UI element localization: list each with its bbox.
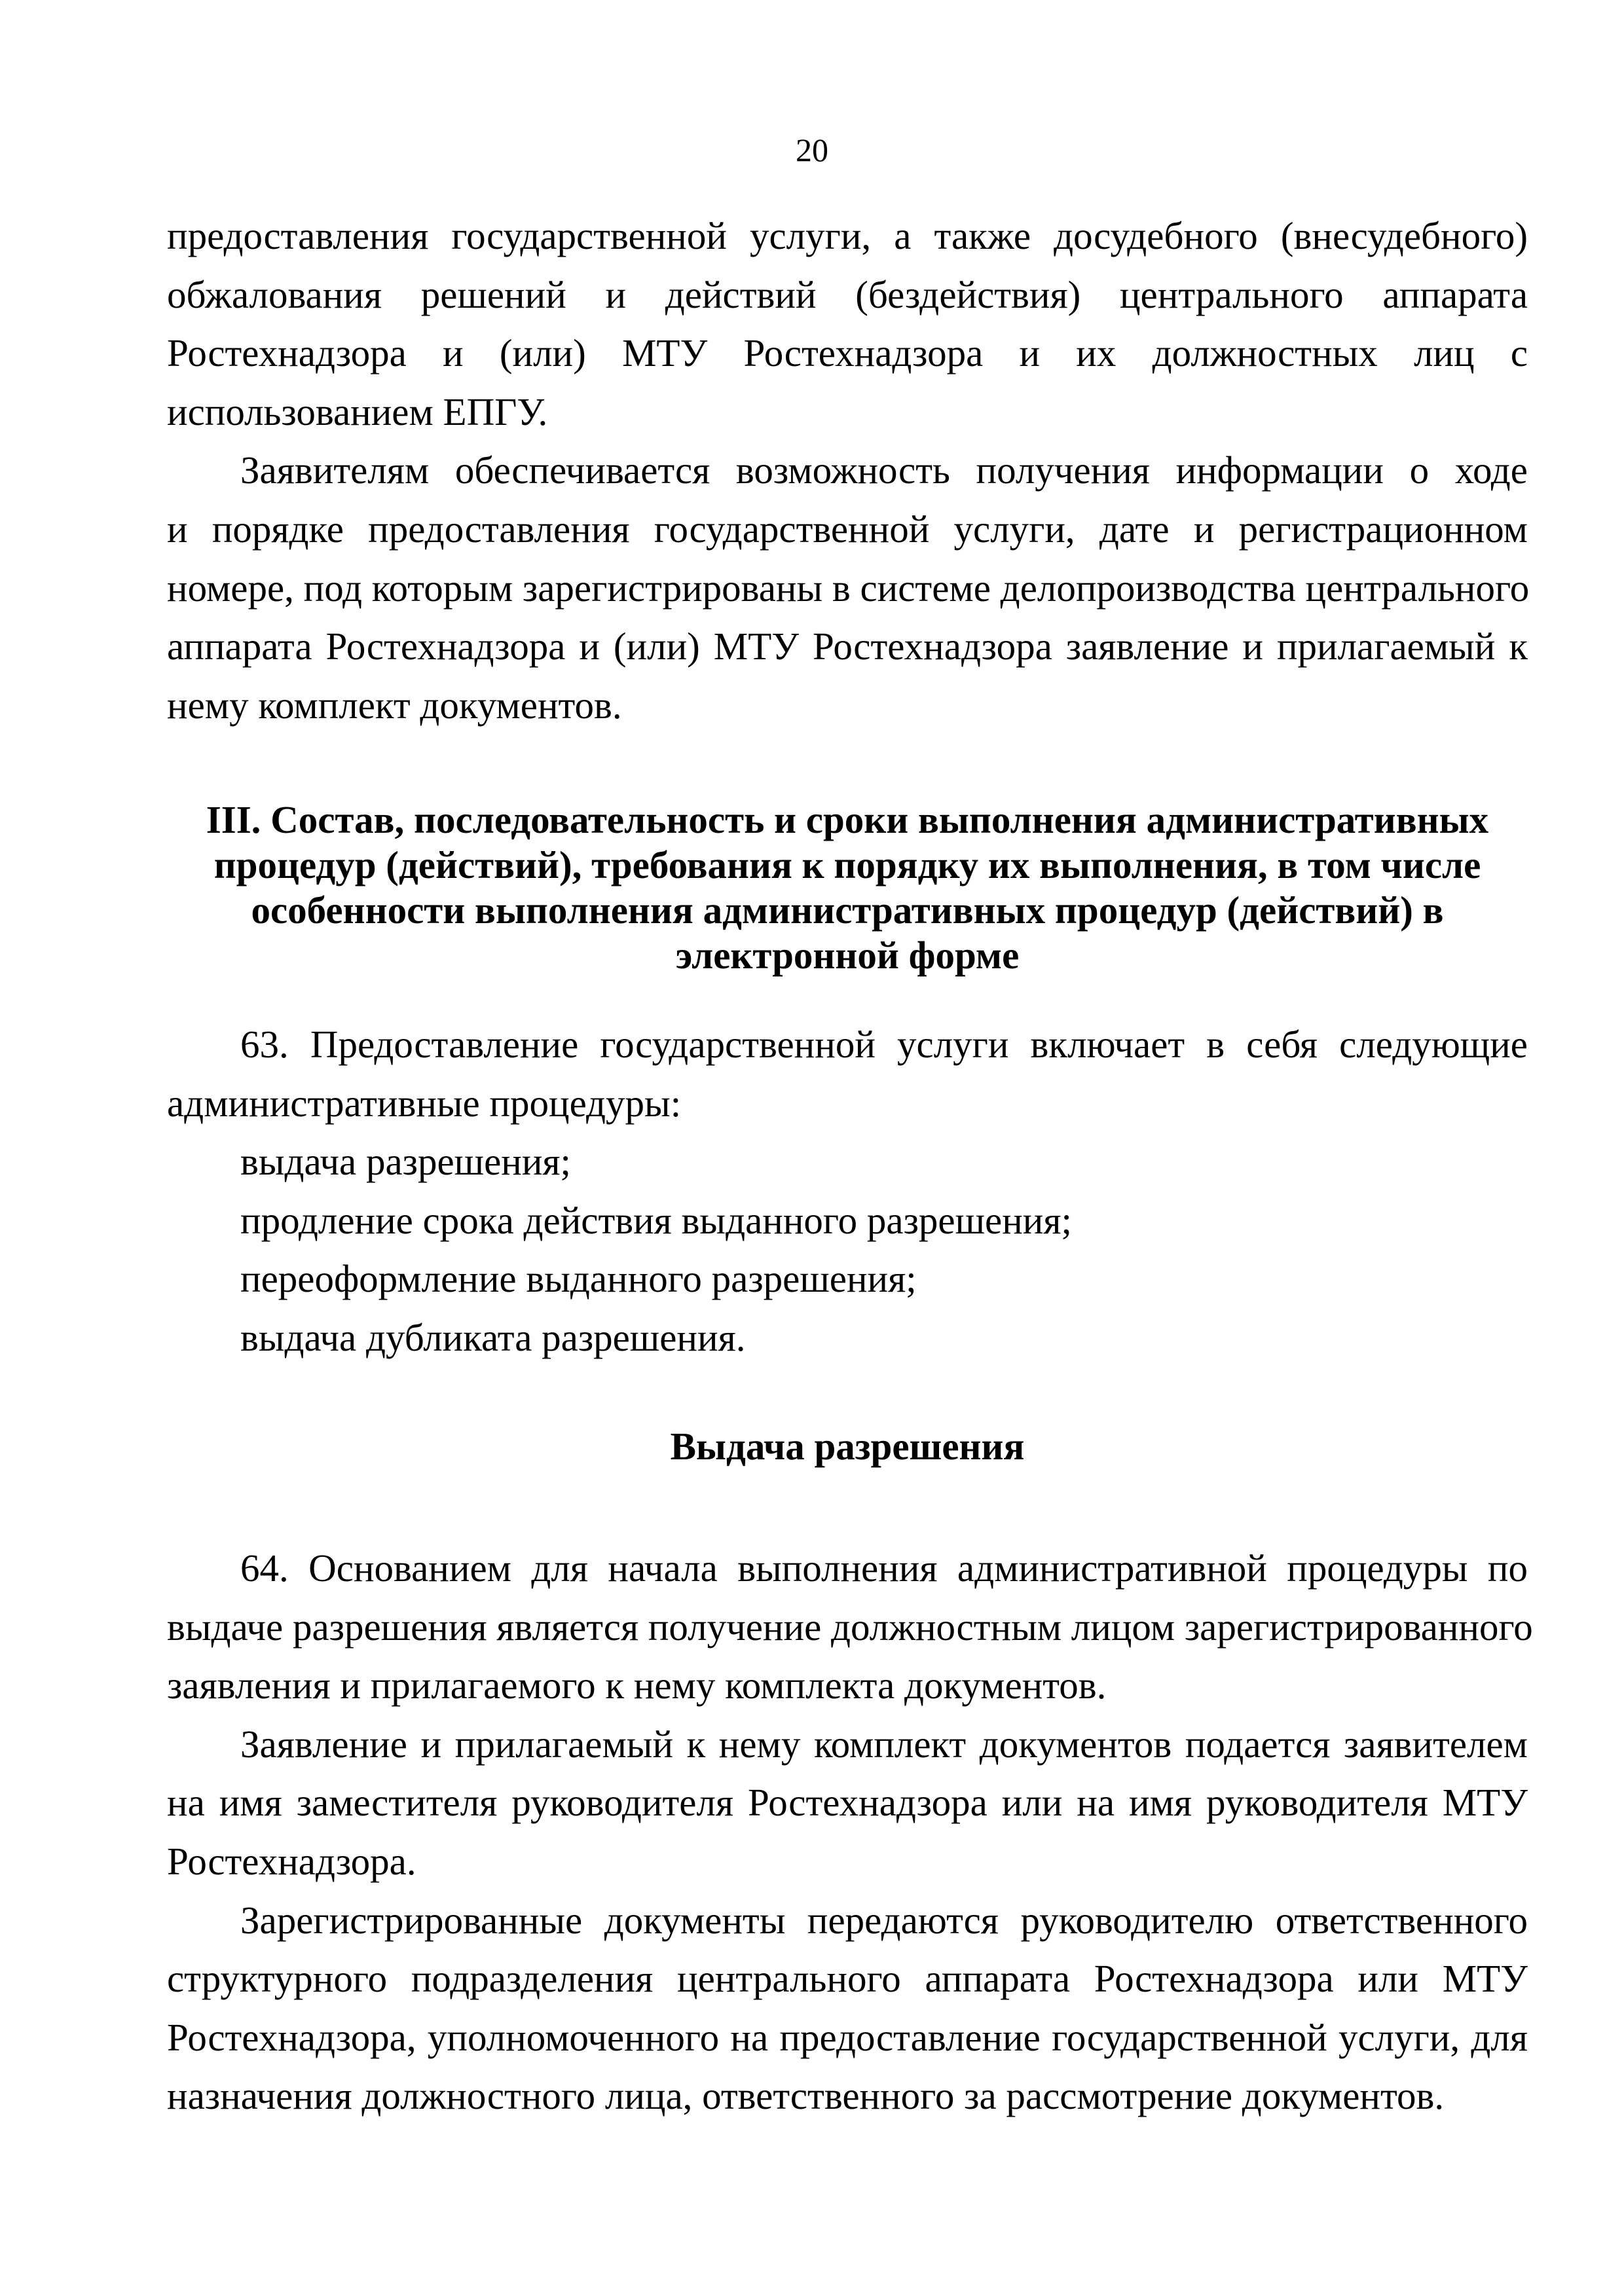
text-line: Ростехнадзора, уполномоченного на предоставление государственной услуги, для <box>167 2015 1528 2059</box>
paragraph-block-procedures-list <box>167 1015 1528 1368</box>
text-line: на имя заместителя руководителя Ростехнадзора или на имя руководителя МТУ <box>167 1781 1528 1825</box>
text-line: выдача дубликата разрешения. <box>240 1315 746 1359</box>
text-line: заявления и прилагаемого к нему комплекта документов. <box>167 1664 1107 1707</box>
text-line: обжалования решений и действий (бездействия) центрального аппарата <box>167 272 1528 316</box>
heading-line: III. Состав, последовательность и сроки выполнения административных <box>206 798 1489 841</box>
text-line: 64. Основанием для начала выполнения административной процедуры по <box>240 1546 1528 1590</box>
text-line: административные процедуры: <box>167 1081 682 1125</box>
heading-line: электронной форме <box>675 934 1020 977</box>
subheading <box>167 1424 1528 1469</box>
paragraph-block-item-64 <box>167 1539 1533 2126</box>
heading-line: особенности выполнения административных процедур (действий) в <box>251 888 1444 932</box>
subheading-text: Выдача разрешения <box>670 1425 1025 1468</box>
paragraph-block-epgu-info <box>167 207 1528 735</box>
text-line: Ростехнадзора. <box>167 1839 416 1883</box>
text-line: использованием ЕПГУ. <box>167 390 548 433</box>
text-line: выдача разрешения; <box>240 1140 571 1184</box>
section-heading <box>167 797 1528 978</box>
heading-line: процедур (действий), требования к порядку их выполнения, в том числе <box>213 843 1481 886</box>
text-line: продление срока действия выданного разрешения; <box>240 1198 1072 1242</box>
text-line: выдаче разрешения является получение должностным лицом зарегистрированного <box>167 1605 1533 1649</box>
text-line: предоставления государственной услуги, а также досудебного (внесудебного) <box>167 214 1528 257</box>
text-line: Заявителям обеспечивается возможность получения информации о ходе <box>240 448 1528 492</box>
text-line: нему комплект документов. <box>167 683 622 727</box>
text-line: Зарегистрированные документы передаются руководителю ответственного <box>240 1898 1528 1942</box>
text-line: структурного подразделения центрального аппарата Ростехнадзора или МТУ <box>167 1957 1528 2001</box>
text-line: переоформление выданного разрешения; <box>240 1257 917 1301</box>
text-line: 63. Предоставление государственной услуги включает в себя следующие <box>240 1023 1528 1066</box>
text-line: и порядке предоставления государственной услуги, дате и регистрационном <box>167 507 1528 551</box>
text-line: Заявление и прилагаемый к нему комплект документов подается заявителем <box>240 1722 1528 1766</box>
text-line: номере, под которым зарегистрированы в системе делопроизводства центрального <box>167 566 1530 610</box>
text-line: Ростехнадзора и (или) МТУ Ростехнадзора и их должностных лиц с <box>167 331 1528 375</box>
text-line: аппарата Ростехнадзора и (или) МТУ Ростехнадзора заявление и прилагаемый к <box>167 625 1528 668</box>
page-number: 20 <box>796 132 828 168</box>
text-line: назначения должностного лица, ответственного за рассмотрение документов. <box>167 2074 1445 2118</box>
